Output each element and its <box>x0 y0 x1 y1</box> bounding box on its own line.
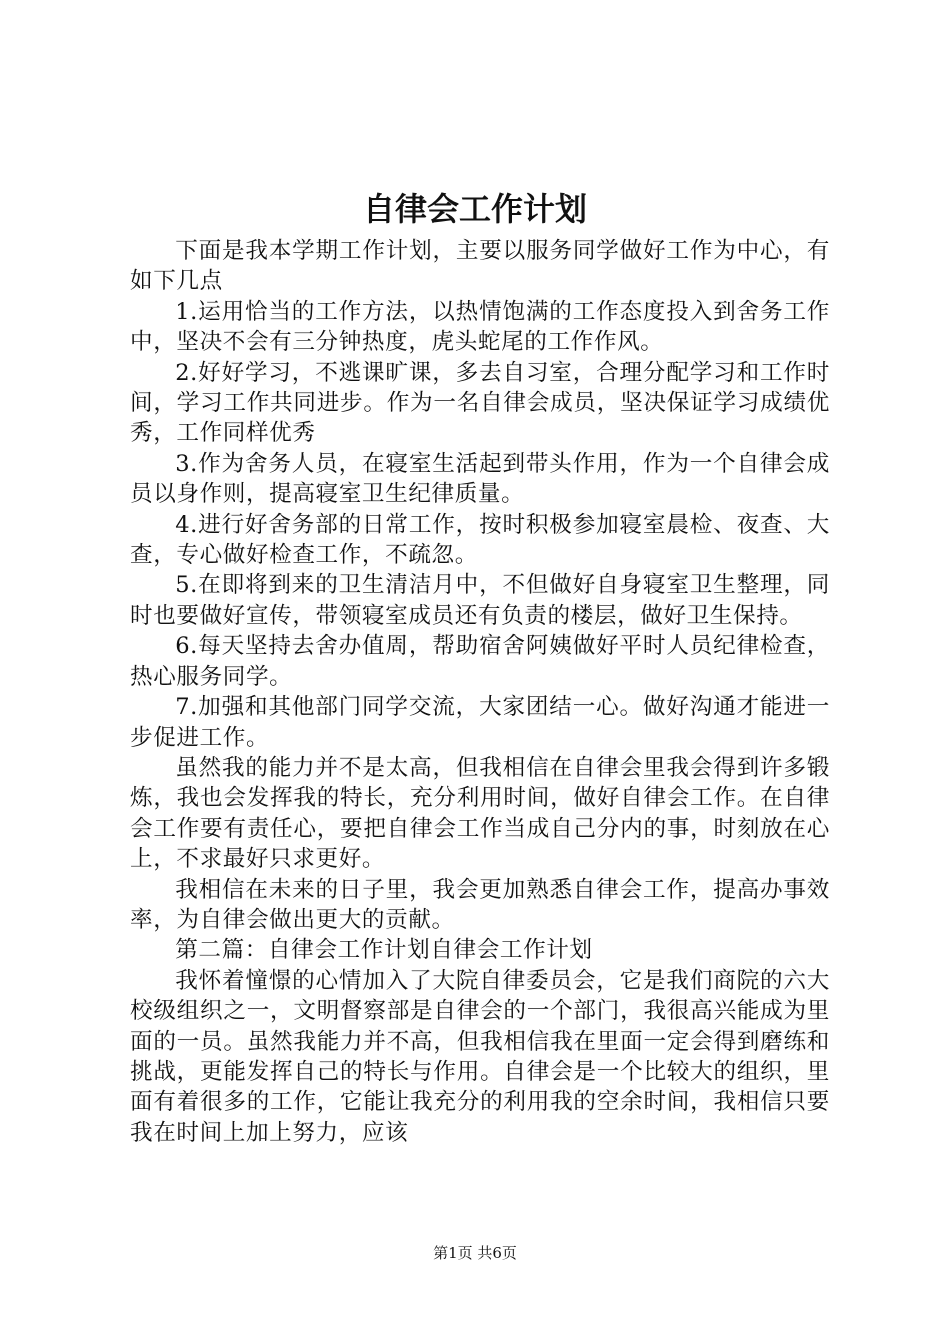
paragraph-intro: 下面是我本学期工作计划，主要以服务同学做好工作为中心，有如下几点 <box>130 238 830 295</box>
paragraph-conclusion: 虽然我的能力并不是太高，但我相信在自律会里我会得到许多锻炼，我也会发挥我的特长，充分利用时间，做好自律会工作。在自律会工作要有责任心，要把自律会工作当成自己分内的事，时刻放在心上，不求最好只求更好。 <box>130 754 830 873</box>
paragraph-closing: 我相信在未来的日子里，我会更加熟悉自律会工作，提高办事效率，为自律会做出更大的贡献。 <box>130 876 830 933</box>
document-title: 自律会工作计划 <box>362 190 587 228</box>
section-heading-part-two: 第二篇：自律会工作计划自律会工作计划 <box>175 937 593 964</box>
paragraph-item-5: 5.在即将到来的卫生清洁月中，不但做好自身寝室卫生整理，同时也要做好宣传，带领寝室成员还有负责的楼层，做好卫生保持。 <box>130 572 830 629</box>
paragraph-item-4: 4.进行好舍务部的日常工作，按时积极参加寝室晨检、夜查、大查，专心做好检查工作，不疏忽。 <box>130 511 830 569</box>
paragraph-item-3: 3.作为舍务人员，在寝室生活起到带头作用，作为一个自律会成员以身作则，提高寝室卫生纪律质量。 <box>130 450 830 508</box>
paragraph-part-two: 我怀着憧憬的心情加入了大院自律委员会，它是我们商院的六大校级组织之一，文明督察部是自律会的一个部门，我很高兴能成为里面的一员。虽然我能力并不高，但我相信我在里面一定会得到磨练和挑战，更能发挥自己的特长与作用。自律会是一个比较大的组织，里面有着很多的工作，它能让我充分的利用我的空余时间，我相信只要我在时间上加上努力，应该 <box>130 967 830 1146</box>
paragraph-item-7: 7.加强和其他部门同学交流，大家团结一心。做好沟通才能进一步促进工作。 <box>130 694 830 751</box>
paragraph-item-6: 6.每天坚持去舍办值周，帮助宿舍阿姨做好平时人员纪律检查，热心服务同学。 <box>130 633 830 690</box>
paragraph-item-2: 2.好好学习，不逃课旷课，多去自习室，合理分配学习和工作时间，学习工作共同进步。作为一名自律会成员，坚决保证学习成绩优秀，工作同样优秀 <box>130 359 830 447</box>
paragraph-item-1: 1.运用恰当的工作方法，以热情饱满的工作态度投入到舍务工作中，坚决不会有三分钟热度，虎头蛇尾的工作作风。 <box>130 298 830 356</box>
page-number-footer: 第1页 共6页 <box>433 1244 517 1262</box>
document-body <box>130 236 830 1148</box>
